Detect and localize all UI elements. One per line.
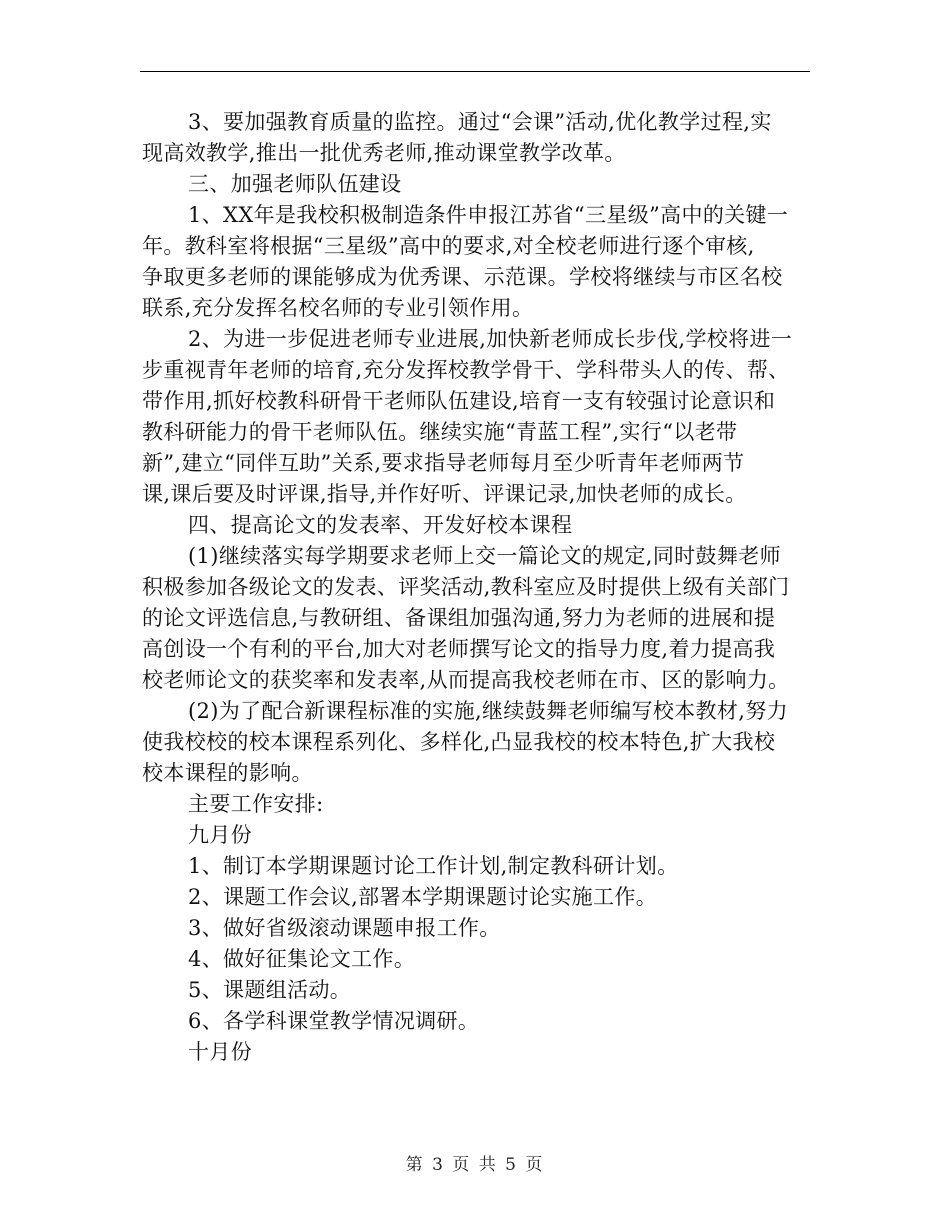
text-line: 争取更多老师的课能够成为优秀课、示范课。学校将继续与市区名校 xyxy=(142,265,783,289)
text-line: 6、各学科课堂教学情况调研。 xyxy=(188,1009,480,1033)
text-line: 十月份 xyxy=(188,1040,253,1064)
text-line: 步重视青年老师的培育,充分发挥校教学骨干、学科带头人的传、帮、 xyxy=(142,358,790,382)
document-body xyxy=(142,107,808,1068)
text-line: 四、提高论文的发表率、开发好校本课程 xyxy=(188,513,573,537)
text-line: 主要工作安排: xyxy=(188,792,324,816)
text-line: 联系,充分发挥名校名师的专业引领作用。 xyxy=(142,296,534,320)
text-line: 3、要加强教育质量的监控。通过“会课”活动,优化教学过程,实 xyxy=(188,110,772,134)
text-line: 九月份 xyxy=(188,823,253,847)
text-line: 带作用,抓好校教科研骨干老师队伍建设,培育一支有较强讨论意识和 xyxy=(142,389,776,413)
text-line: 的论文评选信息,与教研组、备课组加强沟通,努力为老师的进展和提 xyxy=(142,606,776,630)
text-line: 教科研能力的骨干老师队伍。继续实施“青蓝工程”,实行“以老带 xyxy=(142,420,738,444)
text-line: 课,课后要及时评课,指导,并作好听、评课记录,加快老师的成长。 xyxy=(142,482,747,506)
text-line: 1、制订本学期课题讨论工作计划,制定教科研计划。 xyxy=(188,854,679,878)
text-line: 校本课程的影响。 xyxy=(142,761,313,785)
text-line: 现高效教学,推出一批优秀老师,推动课堂教学改革。 xyxy=(142,141,626,165)
text-line: 使我校校的校本课程系列化、多样化,凸显我校的校本特色,扩大我校 xyxy=(142,730,776,754)
text-line: 2、为进一步促进老师专业进展,加快新老师成长步伐,学校将进一 xyxy=(188,327,793,351)
text-line: 5、课题组活动。 xyxy=(188,978,352,1002)
text-line: 4、做好征集论文工作。 xyxy=(188,947,416,971)
text-line: 校老师论文的获奖率和发表率,从而提高我校老师在市、区的影响力。 xyxy=(142,668,790,692)
text-line: 年。教科室将根据“三星级”高中的要求,对全校老师进行逐个审核, xyxy=(142,234,755,258)
text-line: 积极参加各级论文的发表、评奖活动,教科室应及时提供上级有关部门 xyxy=(142,575,790,599)
text-line: 高创设一个有利的平台,加大对老师撰写论文的指导力度,着力提高我 xyxy=(142,637,776,661)
header-rule xyxy=(140,71,810,72)
text-line: 3、做好省级滚动课题申报工作。 xyxy=(188,916,501,940)
page-number-footer: 第 3 页 共 5 页 xyxy=(405,1155,545,1175)
text-line: (1)继续落实每学期要求老师上交一篇论文的规定,同时鼓舞老师 xyxy=(188,544,781,568)
text-line: 1、XX年是我校积极制造条件申报江苏省“三星级”高中的关键一 xyxy=(188,203,789,227)
text-line: (2)为了配合新课程标准的实施,继续鼓舞老师编写校本教材,努力 xyxy=(188,699,788,723)
text-line: 2、课题工作会议,部署本学期课题讨论实施工作。 xyxy=(188,885,658,909)
text-line: 三、加强老师队伍建设 xyxy=(188,172,402,196)
text-line: 新”,建立“同伴互助”关系,要求指导老师每月至少听青年老师两节 xyxy=(142,451,745,475)
